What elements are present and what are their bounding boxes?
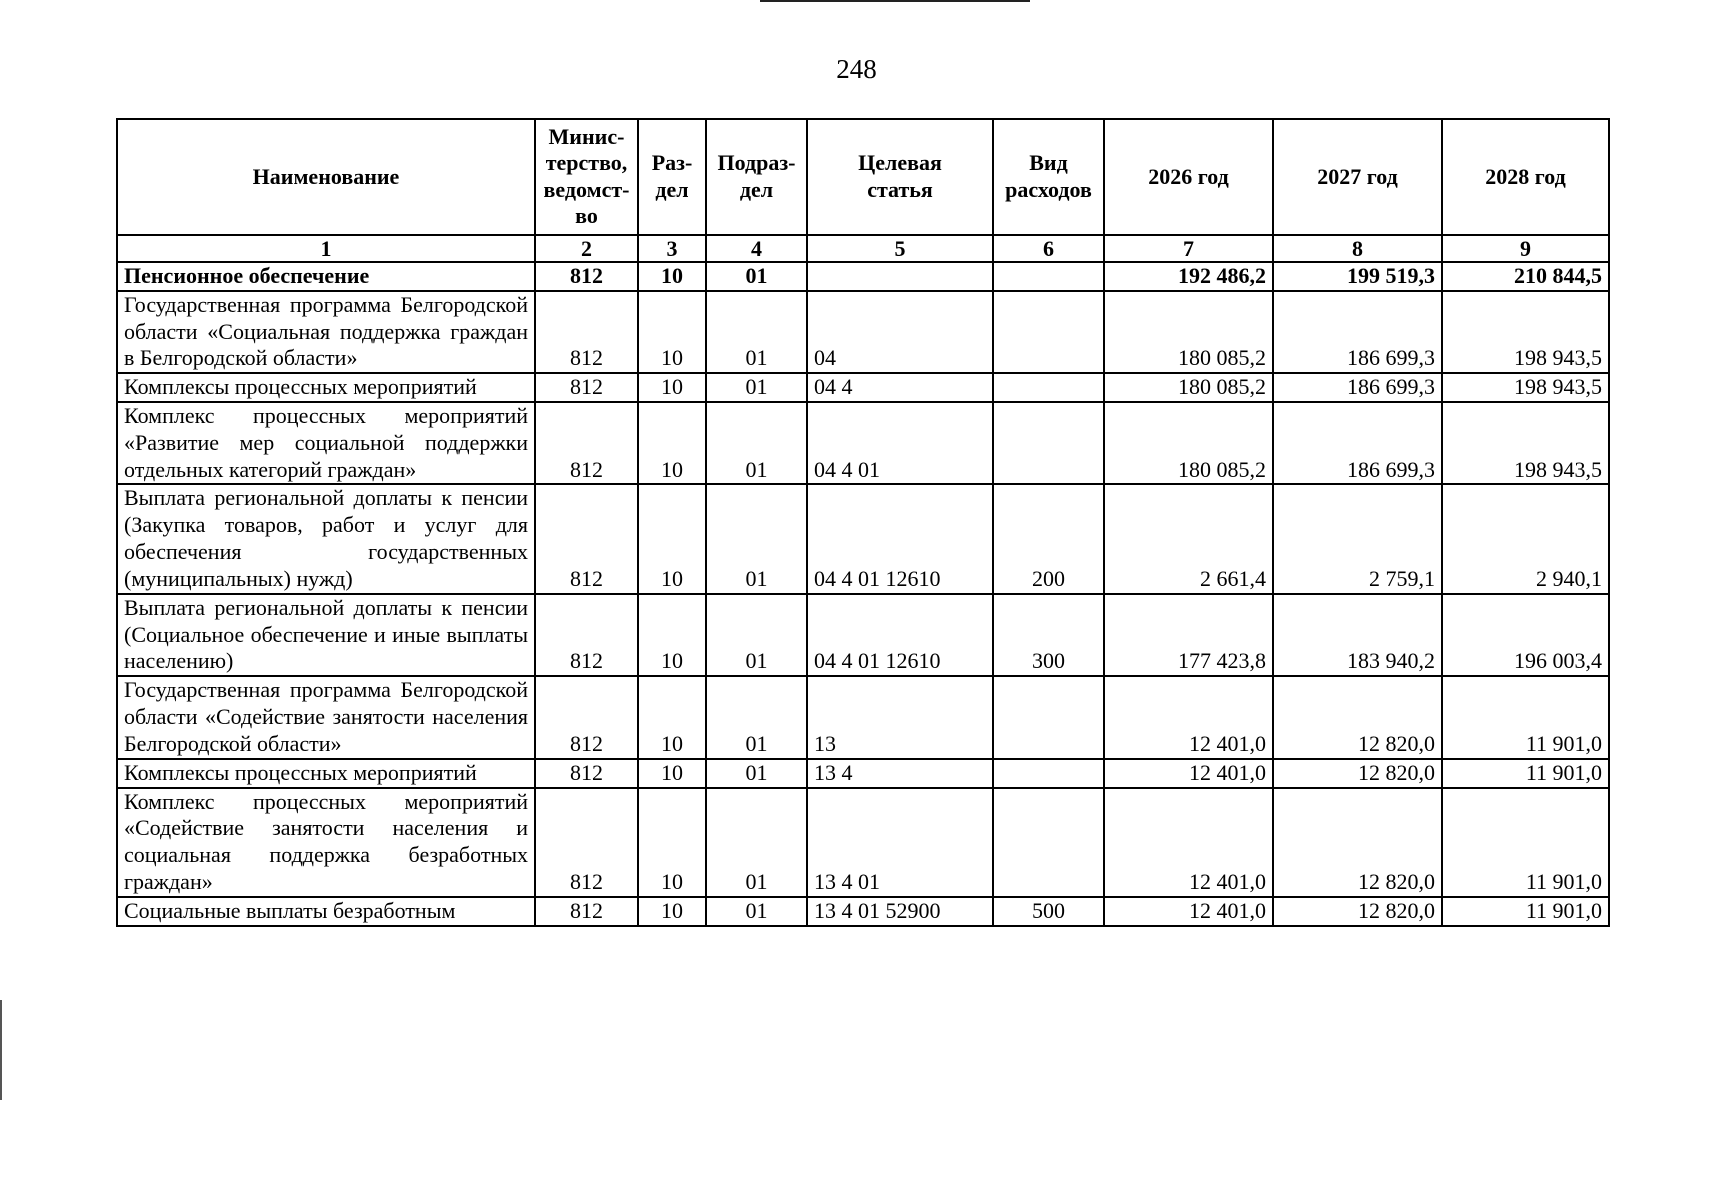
row-ministry: 812 <box>535 788 638 897</box>
row-ministry: 812 <box>535 676 638 758</box>
row-2026: 2 661,4 <box>1104 484 1273 593</box>
row-razdel: 10 <box>638 291 706 373</box>
row-ministry: 812 <box>535 759 638 788</box>
col-header-ministry: Минис- терство, ведомст- во <box>535 119 638 235</box>
row-name: Выплата региональной доплаты к пенсии (Социальное обеспечение и иные выплаты населению) <box>117 594 535 676</box>
table-row <box>117 291 1609 373</box>
row-statya: 04 4 01 12610 <box>807 594 993 676</box>
col-header-2028: 2028 год <box>1442 119 1609 235</box>
row-ministry: 812 <box>535 373 638 402</box>
row-2026: 180 085,2 <box>1104 402 1273 484</box>
row-name: Государственная программа Белгородской области «Содействие занятости населения Белгородской области» <box>117 676 535 758</box>
table-row <box>117 676 1609 758</box>
col-header-statya: Целевая статья <box>807 119 993 235</box>
row-ministry: 812 <box>535 897 638 926</box>
row-statya: 13 4 01 52900 <box>807 897 993 926</box>
col-header-vid: Вид расходов <box>993 119 1104 235</box>
col-header-razdel: Раз- дел <box>638 119 706 235</box>
row-name: Комплекс процессных мероприятий «Содействие занятости населения и социальная поддержка безработных граждан» <box>117 788 535 897</box>
row-2026: 177 423,8 <box>1104 594 1273 676</box>
row-name: Комплексы процессных мероприятий <box>117 373 535 402</box>
row-2027: 183 940,2 <box>1273 594 1442 676</box>
row-razdel: 10 <box>638 484 706 593</box>
row-vid: 300 <box>993 594 1104 676</box>
row-2028: 11 901,0 <box>1442 897 1609 926</box>
row-statya: 13 4 01 <box>807 788 993 897</box>
page-number: 248 <box>836 54 877 84</box>
col-num: 6 <box>993 235 1104 262</box>
row-vid <box>993 373 1104 402</box>
row-2027: 2 759,1 <box>1273 484 1442 593</box>
header-row <box>117 119 1609 235</box>
col-num: 2 <box>535 235 638 262</box>
row-razdel: 10 <box>638 788 706 897</box>
row-2026: 12 401,0 <box>1104 897 1273 926</box>
row-ministry: 812 <box>535 594 638 676</box>
row-2026: 180 085,2 <box>1104 373 1273 402</box>
col-num: 9 <box>1442 235 1609 262</box>
table-row <box>117 373 1609 402</box>
row-2027: 12 820,0 <box>1273 676 1442 758</box>
table-row <box>117 484 1609 593</box>
row-podrazdel: 01 <box>706 484 807 593</box>
col-num: 8 <box>1273 235 1442 262</box>
table-row <box>117 788 1609 897</box>
row-2027: 12 820,0 <box>1273 897 1442 926</box>
row-podrazdel: 01 <box>706 759 807 788</box>
row-2028: 11 901,0 <box>1442 788 1609 897</box>
row-2028: 198 943,5 <box>1442 373 1609 402</box>
row-statya: 04 4 01 <box>807 402 993 484</box>
row-podrazdel: 01 <box>706 897 807 926</box>
row-ministry: 812 <box>535 291 638 373</box>
row-2028: 11 901,0 <box>1442 676 1609 758</box>
row-name: Выплата региональной доплаты к пенсии (Закупка товаров, работ и услуг для обеспечения государственных (муниципальных) нужд) <box>117 484 535 593</box>
row-podrazdel: 01 <box>706 373 807 402</box>
row-podrazdel: 01 <box>706 291 807 373</box>
row-statya: 04 <box>807 291 993 373</box>
row-vid <box>993 402 1104 484</box>
row-podrazdel: 01 <box>706 676 807 758</box>
row-2028: 210 844,5 <box>1442 262 1609 291</box>
row-2027: 12 820,0 <box>1273 759 1442 788</box>
row-ministry: 812 <box>535 484 638 593</box>
table-row <box>117 262 1609 291</box>
col-header-2027: 2027 год <box>1273 119 1442 235</box>
row-2027: 199 519,3 <box>1273 262 1442 291</box>
column-number-row <box>117 235 1609 262</box>
row-razdel: 10 <box>638 594 706 676</box>
row-name: Комплекс процессных мероприятий «Развитие мер социальной поддержки отдельных категорий граждан» <box>117 402 535 484</box>
row-2026: 12 401,0 <box>1104 676 1273 758</box>
row-vid <box>993 262 1104 291</box>
row-razdel: 10 <box>638 402 706 484</box>
row-statya: 13 4 <box>807 759 993 788</box>
row-2026: 180 085,2 <box>1104 291 1273 373</box>
col-header-name: Наименование <box>117 119 535 235</box>
col-num: 4 <box>706 235 807 262</box>
row-2026: 12 401,0 <box>1104 788 1273 897</box>
table-row <box>117 402 1609 484</box>
row-vid <box>993 676 1104 758</box>
budget-table <box>116 118 1610 927</box>
table-row <box>117 594 1609 676</box>
row-statya: 13 <box>807 676 993 758</box>
table-row <box>117 897 1609 926</box>
col-header-podrazdel: Подраз- дел <box>706 119 807 235</box>
row-2028: 198 943,5 <box>1442 291 1609 373</box>
row-name: Государственная программа Белгородской области «Социальная поддержка граждан в Белгородской области» <box>117 291 535 373</box>
row-statya: 04 4 <box>807 373 993 402</box>
row-name: Пенсионное обеспечение <box>117 262 535 291</box>
row-2028: 196 003,4 <box>1442 594 1609 676</box>
col-num: 3 <box>638 235 706 262</box>
row-2027: 186 699,3 <box>1273 291 1442 373</box>
row-2028: 198 943,5 <box>1442 402 1609 484</box>
row-podrazdel: 01 <box>706 262 807 291</box>
row-razdel: 10 <box>638 373 706 402</box>
row-2026: 12 401,0 <box>1104 759 1273 788</box>
row-name: Комплексы процессных мероприятий <box>117 759 535 788</box>
col-num: 1 <box>117 235 535 262</box>
col-num: 7 <box>1104 235 1273 262</box>
row-statya: 04 4 01 12610 <box>807 484 993 593</box>
row-vid <box>993 759 1104 788</box>
row-vid <box>993 291 1104 373</box>
row-razdel: 10 <box>638 897 706 926</box>
row-vid: 200 <box>993 484 1104 593</box>
row-ministry: 812 <box>535 402 638 484</box>
row-2027: 12 820,0 <box>1273 788 1442 897</box>
table-row <box>117 759 1609 788</box>
row-razdel: 10 <box>638 759 706 788</box>
row-podrazdel: 01 <box>706 788 807 897</box>
row-2026: 192 486,2 <box>1104 262 1273 291</box>
row-2027: 186 699,3 <box>1273 402 1442 484</box>
row-2028: 2 940,1 <box>1442 484 1609 593</box>
col-header-2026: 2026 год <box>1104 119 1273 235</box>
row-vid: 500 <box>993 897 1104 926</box>
row-podrazdel: 01 <box>706 402 807 484</box>
row-2027: 186 699,3 <box>1273 373 1442 402</box>
row-statya <box>807 262 993 291</box>
scan-artifact-left <box>0 1000 2 1100</box>
row-name: Социальные выплаты безработным <box>117 897 535 926</box>
row-vid <box>993 788 1104 897</box>
scan-artifact-top <box>760 0 1030 2</box>
row-razdel: 10 <box>638 676 706 758</box>
row-ministry: 812 <box>535 262 638 291</box>
row-2028: 11 901,0 <box>1442 759 1609 788</box>
col-num: 5 <box>807 235 993 262</box>
row-razdel: 10 <box>638 262 706 291</box>
row-podrazdel: 01 <box>706 594 807 676</box>
